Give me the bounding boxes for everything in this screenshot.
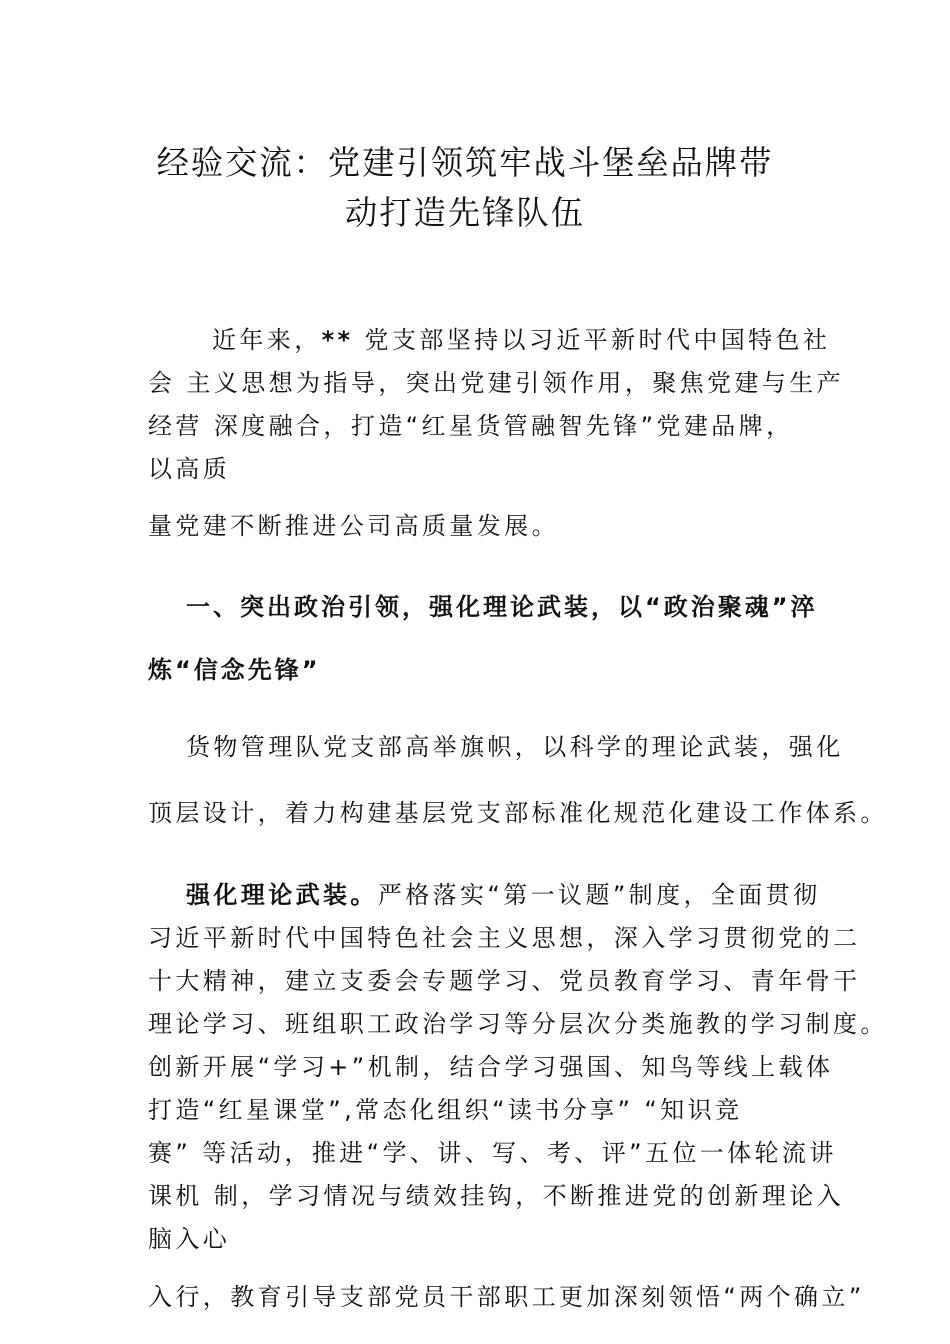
section-1-heading-line-2: 炼“信念先锋” xyxy=(148,656,321,684)
section-1-paragraph-line-1: 货物管理队党支部高举旗帜，以科学的理论武装，强化 xyxy=(186,733,844,761)
intro-line-1-prefix: 近年来， xyxy=(212,326,322,354)
section-1-paragraph-line-2: 顶层设计，着力构建基层党支部标准化规范化建设工作体系。 xyxy=(148,799,888,827)
section-2-line-5: 创新开展“学习+”机制，结合学习强国、知鸟等线上载体 xyxy=(148,1053,834,1081)
section-2-line-8: 课机 制，学习情况与绩效挂钩，不断推进党的创新理论入 xyxy=(148,1182,845,1210)
section-2-line-9: 脑入心 xyxy=(148,1225,231,1253)
intro-line-4: 以高质 xyxy=(148,455,231,483)
section-2-line-4: 理论学习、班组职工政治学习等分层次分类施教的学习制度。 xyxy=(148,1010,888,1038)
section-2-line-2: 习近平新时代中国特色社会主义思想，深入学习贯彻党的二 xyxy=(148,924,861,952)
section-2-line-6: 打造“红星课堂”,常态化组织“读书分享” “知识竞 xyxy=(148,1096,743,1124)
intro-line-5: 量党建不断推进公司高质量发展。 xyxy=(148,512,559,540)
section-2-lead: 强化理论武装。 xyxy=(186,881,378,909)
document-title-line-1: 经验交流：党建引领筑牢战斗堡垒品牌带 xyxy=(156,143,774,182)
section-2-line-7: 赛” 等活动，推进“学、讲、写、考、评”五位一体轮流讲 xyxy=(148,1139,837,1167)
document-title-line-2: 动打造先锋队伍 xyxy=(345,193,585,232)
section-2-line-3: 十大精神，建立支委会专题学习、党员教育学习、青年骨干 xyxy=(148,967,861,995)
section-2-line-1 xyxy=(186,880,820,910)
redacted-name: ** xyxy=(321,326,354,354)
section-2-line-10: 入行，教育引导支部党员干部职工更加深刻领悟“两个确立” xyxy=(148,1283,865,1311)
section-2-line-1-rest: 严格落实“第一议题”制度，全面贯彻 xyxy=(377,881,821,909)
intro-line-1-rest: 党支部坚持以习近平新时代中国特色社 xyxy=(353,326,831,354)
intro-line-3: 经营 深度融合，打造“红星货管融智先锋”党建品牌， xyxy=(148,412,794,440)
intro-line-1 xyxy=(212,325,830,355)
section-1-heading-line-1: 一、突出政治引领，强化理论武装，以“政治聚魂”淬 xyxy=(186,593,818,621)
intro-line-2: 会 主义思想为指导，突出党建引领作用，聚焦党建与生产 xyxy=(148,369,845,397)
